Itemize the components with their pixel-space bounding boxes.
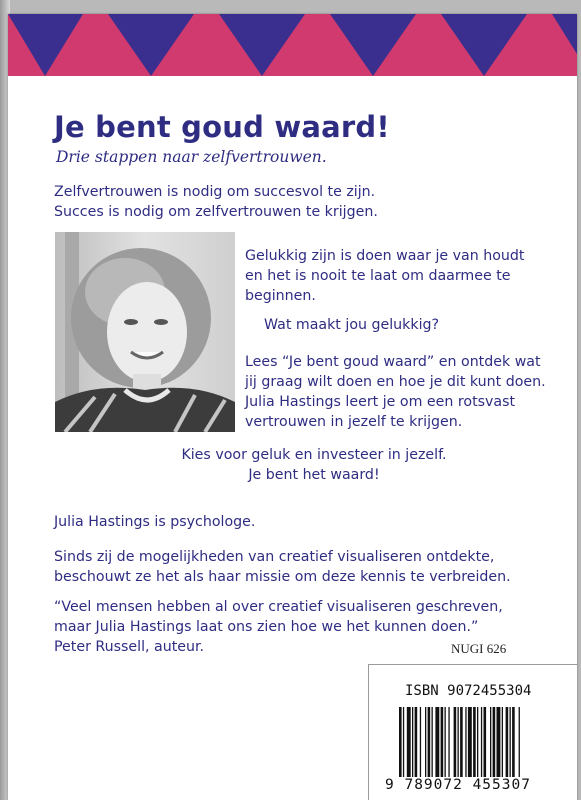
endorsement-quote: “Veel mensen hebben al over creatief visualiseren geschreven, maar Julia Hastings laat ons zien hoe we het kunnen doen.” Peter Russell, auteur.: [54, 599, 503, 655]
author-portrait-icon: [55, 232, 235, 432]
barcode-sticker: [368, 664, 577, 800]
book-title: Je bent goud waard!: [54, 110, 390, 144]
mission-paragraph: Sinds zij de mogelijkheden van creatief visualiseren ontdekte, beschouwt ze het als haar missie om deze kennis te verbreiden.: [54, 549, 511, 585]
nugi-code: NUGI 626: [451, 641, 507, 656]
back-cover: [8, 14, 577, 800]
barcode-digits: 9 789072 455307: [385, 777, 531, 793]
book-subtitle: Drie stappen naar zelfvertrouwen.: [56, 148, 327, 166]
read-paragraph: Lees “Je bent goud waard” en ontdek wat jij graag wilt doen en hoe je dit kunt doen. Julia Hastings leert je om een rotsvast vertrouwen in jezelf te krijgen.: [245, 354, 546, 430]
motto: Kies voor geluk en investeer in jezelf. Je bent het waard!: [181, 447, 447, 483]
author-bio: Julia Hastings is psychologe.: [54, 514, 256, 530]
isbn-number: ISBN 9072455304: [405, 683, 532, 699]
barcode-icon: [399, 707, 559, 777]
question-line: Wat maakt jou gelukkig?: [264, 317, 440, 333]
happiness-paragraph: Gelukkig zijn is doen waar je van houdt en het is nooit te laat om daarmee te beginnen.: [245, 248, 525, 304]
intro-paragraph: Zelfvertrouwen is nodig om succesvol te zijn. Succes is nodig om zelfvertrouwen te krijgen.: [54, 184, 378, 220]
triangle-band: [8, 14, 577, 76]
